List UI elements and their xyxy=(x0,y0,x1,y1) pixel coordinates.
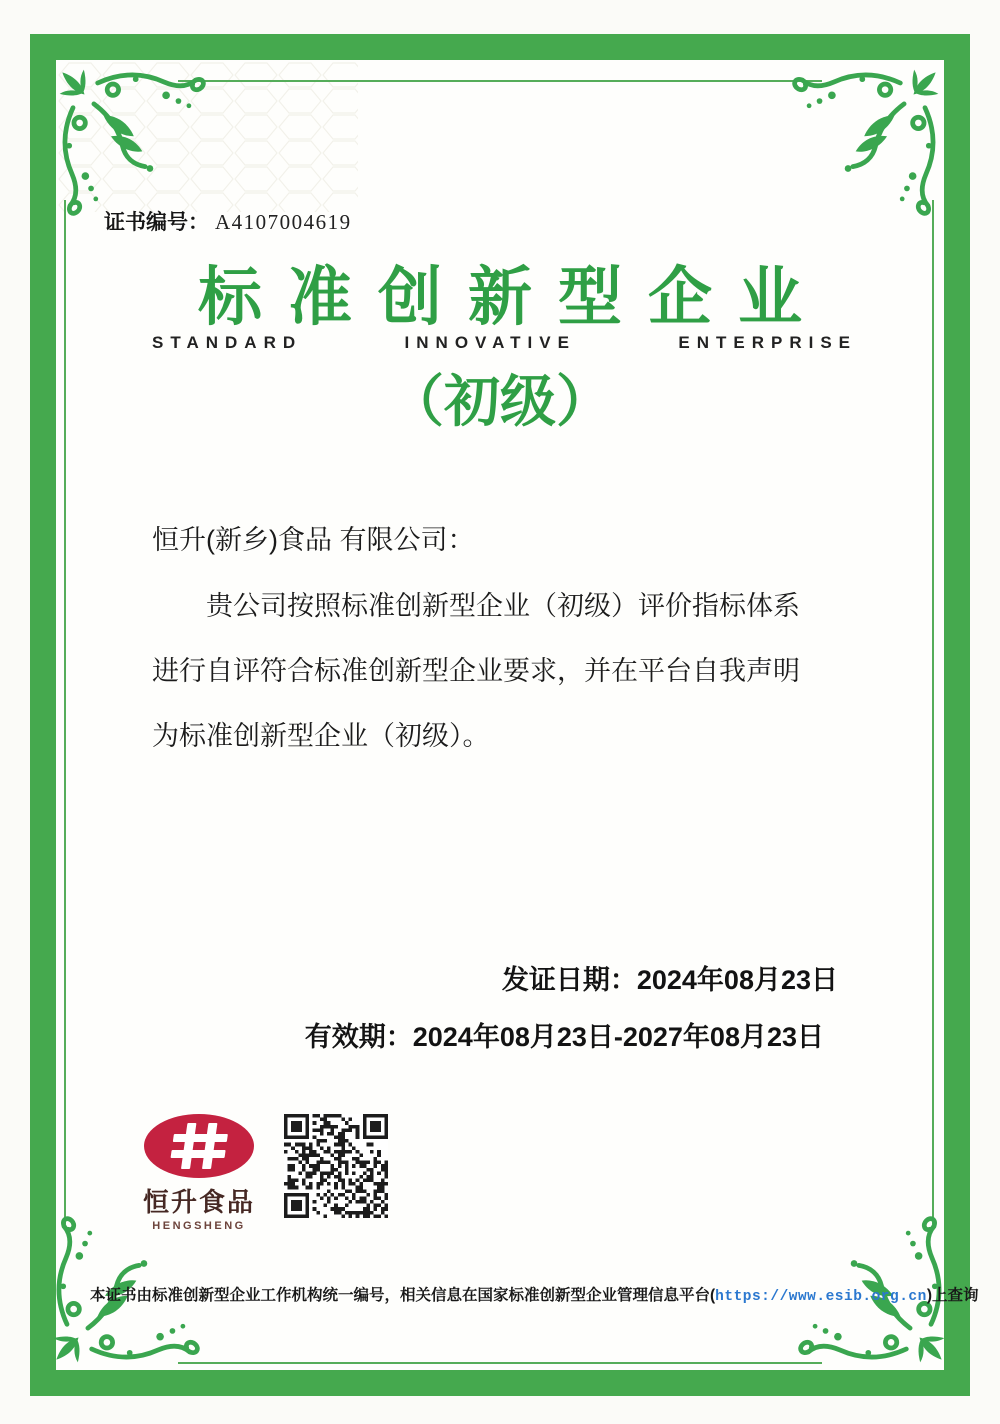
issue-date xyxy=(502,958,838,997)
inner-hairline-right xyxy=(932,200,934,1224)
qr-code xyxy=(284,1114,388,1218)
certificate-number-value: A4107004619 xyxy=(215,210,352,234)
subtitle-word: ENTERPRISE xyxy=(678,333,857,352)
logo-name-en: HENGSHENG xyxy=(152,1220,246,1232)
footer-text-prefix: 本证书由标准创新型企业工作机构统一编号，相关信息在国家标准创新型企业管理信息平台( xyxy=(90,1287,716,1304)
subtitle-word: STANDARD xyxy=(152,333,303,352)
logo-name-cn: 恒升食品 xyxy=(142,1187,255,1217)
inner-hairline-left xyxy=(64,200,66,1224)
body-line: 进行自评符合标准创新型企业要求，并在平台自我声明 xyxy=(152,656,800,686)
validity-label: 有效期： xyxy=(304,1022,413,1052)
issue-date-value: 2024年08月23日 xyxy=(636,965,838,995)
certificate-title: 标准创新型企业 xyxy=(198,261,828,333)
inner-hairline-bottom xyxy=(178,1362,822,1364)
inner-hairline-top xyxy=(178,80,822,82)
footer-url: https://www.esib.org.cn xyxy=(715,1289,927,1305)
hengsheng-logo-icon xyxy=(141,1112,257,1180)
certificate-subtitle xyxy=(152,333,857,353)
validity-period xyxy=(305,1015,824,1054)
recipient-company: 恒升(新乡)食品 有限公司： xyxy=(152,525,475,555)
footer-text-suffix: )上查询 xyxy=(926,1287,979,1304)
issue-date-label: 发证日期： xyxy=(501,965,637,995)
certificate-body xyxy=(152,574,854,769)
certificate-level: （初级） xyxy=(388,370,612,433)
corner-flourish-top-left-icon xyxy=(54,64,206,216)
subtitle-word: INNOVATIVE xyxy=(404,333,576,352)
validity-value: 2024年08月23日-2027年08月23日 xyxy=(412,1022,824,1052)
body-line: 贵公司按照标准创新型企业（初级）评价指标体系 xyxy=(206,591,800,621)
corner-flourish-top-right-icon xyxy=(792,64,944,216)
body-line: 为标准创新型企业（初级）。 xyxy=(152,721,490,751)
hengsheng-logo xyxy=(130,1112,268,1232)
certificate-number xyxy=(104,206,352,236)
certificate-number-label: 证书编号： xyxy=(104,211,209,234)
footer-note xyxy=(90,1283,979,1305)
